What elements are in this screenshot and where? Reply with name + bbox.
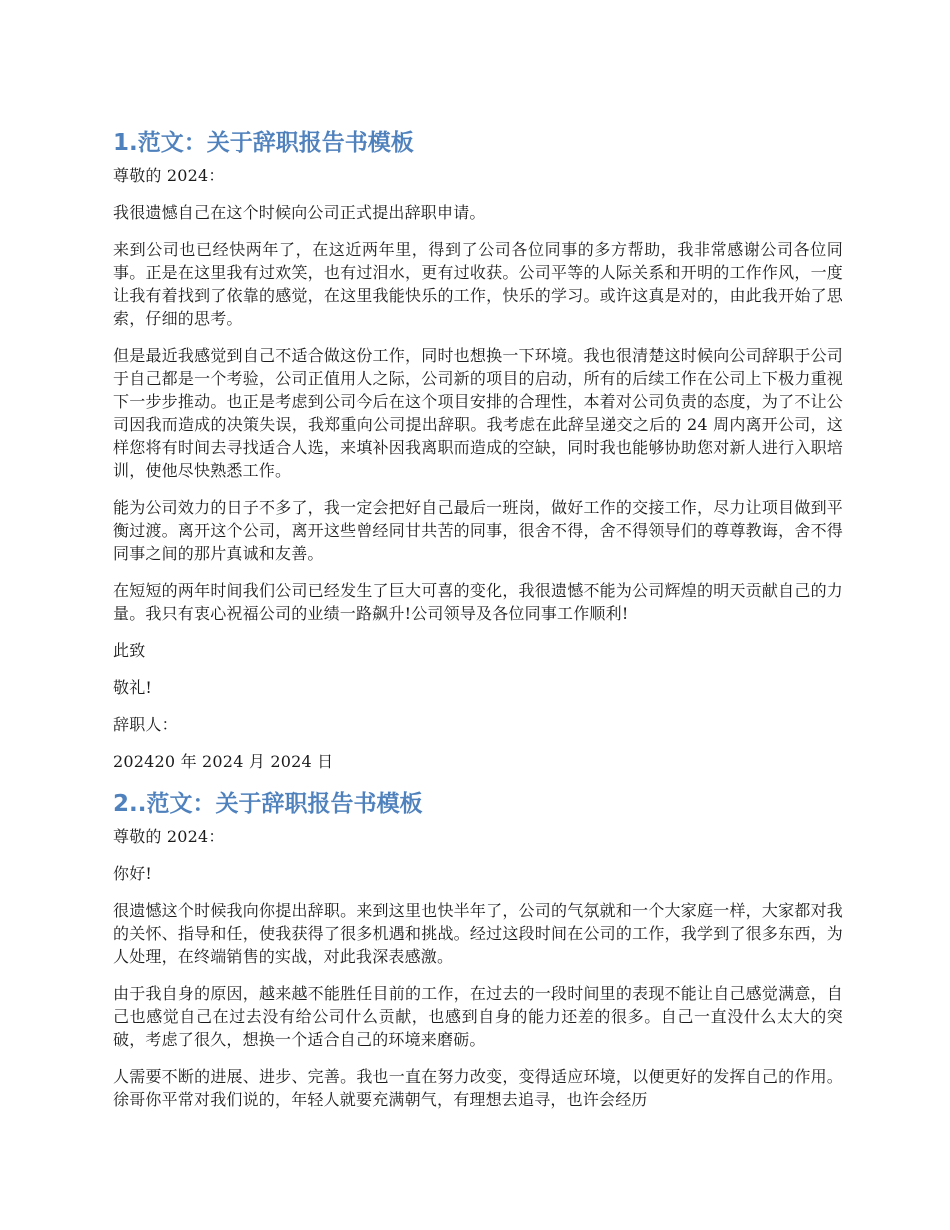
paragraph: 来到公司也已经快两年了，在这近两年里，得到了公司各位同事的多方帮助，我非常感谢公司各位同事。正是在这里我有过欢笑，也有过泪水，更有过收获。公司平等的人际关系和开明的工作作风，一度让我有着找到了依靠的感觉，在这里我能快乐的工作，快乐的学习。或许这真是对的，由此我开始了思索，仔细的思考。 [113,240,843,328]
section-1 [113,122,843,773]
section-1-heading: 1.范文：关于辞职报告书模板 [113,130,414,156]
paragraph: 能为公司效力的日子不多了，我一定会把好自己最后一班岗，做好工作的交接工作，尽力让项目做到平衡过渡。离开这个公司，离开这些曾经同甘共苦的同事，很舍不得，舍不得领导们的尊尊教诲，舍不得同事之间的那片真诚和友善。 [113,498,843,563]
paragraph: 很遗憾这个时候我向你提出辞职。来到这里也快半年了，公司的气氛就和一个大家庭一样，大家都对我的关怀、指导和任，使我获得了很多机遇和挑战。经过这段时间在公司的工作，我学到了很多东西，为人处理，在终端销售的实战，对此我深表感激。 [113,901,843,966]
paragraph: 由于我自身的原因，越来越不能胜任目前的工作，在过去的一段时间里的表现不能让自己感觉满意，自己也感觉自己在过去没有给公司什么贡献，也感到自身的能力还差的很多。自己一直没什么太大的突破，考虑了很久，想换一个适合自己的环境来磨砺。 [113,984,843,1049]
section-2 [113,783,843,1111]
section-2-heading: 2..范文：关于辞职报告书模板 [113,791,423,817]
paragraph: 在短短的两年时间我们公司已经发生了巨大可喜的变化，我很遗憾不能为公司辉煌的明天贡献自己的力量。我只有衷心祝福公司的业绩一路飙升!公司领导及各位同事工作顺利! [113,581,843,623]
greeting: 你好! [113,864,153,883]
salutation: 尊敬的 2024： [113,827,225,846]
paragraph: 人需要不断的进展、进步、完善。我也一直在努力改变，变得适应环境，以便更好的发挥自己的作用。徐哥你平常对我们说的，年轻人就要充满朝气，有理想去追寻，也许会经历 [113,1067,843,1109]
document-page [113,122,843,1125]
paragraph: 我很遗憾自己在这个时候向公司正式提出辞职申请。 [113,203,486,222]
date-line: 202420 年 2024 月 2024 日 [113,752,334,771]
salutation: 尊敬的 2024： [113,166,225,185]
closing-line: 敬礼! [113,678,153,697]
closing-line: 此致 [113,641,146,660]
paragraph: 但是最近我感觉到自己不适合做这份工作，同时也想换一下环境。我也很清楚这时候向公司辞职于公司于自己都是一个考验，公司正值用人之际，公司新的项目的启动，所有的后续工作在公司上下极力重视下一步步推动。也正是考虑到公司今后在这个项目安排的合理性，本着对公司负责的态度，为了不让公司因我而造成的决策失误，我郑重向公司提出辞职。我考虑在此辞呈递交之后的 24 周内离开公司，这样您将有时间去寻找适合人选，来填补因我离职而造成的空缺，同时我也能够协助您对新人进行入职培训，使他尽快熟悉工作。 [113,346,843,480]
signature-label: 辞职人： [113,715,178,734]
